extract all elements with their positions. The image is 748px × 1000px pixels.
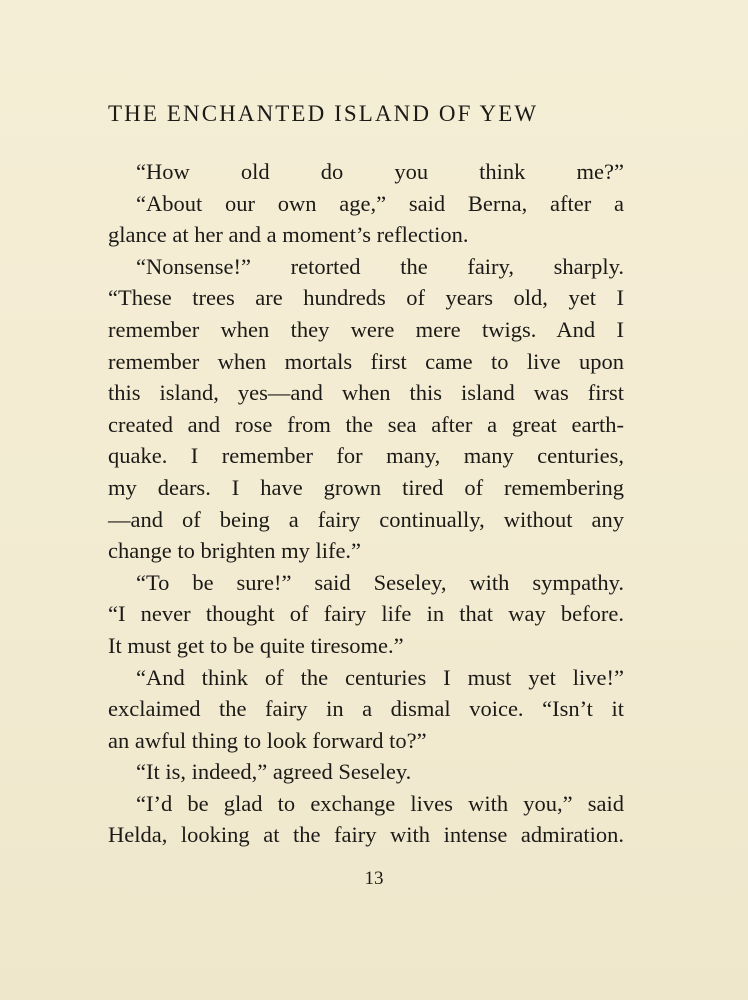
page-number: 13 [364, 868, 384, 889]
text-line: this island, yes—and when this island was first [108, 380, 624, 406]
text-line: glance at her and a moment’s reflection. [108, 222, 469, 248]
running-title: THE ENCHANTED ISLAND OF YEW [108, 101, 539, 126]
text-line: “I never thought of fairy life in that way before. [108, 601, 624, 627]
text-line: my dears. I have grown tired of remembering [108, 474, 624, 500]
text-line: “About our own age,” said Berna, after a [136, 190, 624, 216]
text-line: “It is, indeed,” agreed Seseley. [136, 759, 412, 785]
text-line: change to brighten my life.” [108, 538, 362, 564]
text-line: remember when mortals first came to live upon [108, 348, 624, 374]
body-text [108, 156, 624, 851]
text-line: created and rose from the sea after a great earth- [108, 411, 624, 437]
text-line: exclaimed the fairy in a dismal voice. “Isn’t it [108, 696, 624, 722]
text-line: “I’d be glad to exchange lives with you,” said [136, 790, 624, 816]
text-line: an awful thing to look forward to?” [108, 727, 427, 753]
text-line: quake. I remember for many, many centuries, [108, 443, 624, 469]
text-line: —and of being a fairy continually, without any [108, 506, 624, 532]
text-line: Helda, looking at the fairy with intense admiration. [108, 822, 624, 848]
text-line: It must get to be quite tiresome.” [108, 632, 404, 658]
text-line: “How old do you think me?” [136, 159, 624, 184]
text-line: “Nonsense!” retorted the fairy, sharply. [136, 253, 624, 279]
text-line: “These trees are hundreds of years old, yet I [108, 285, 624, 311]
text-line: “And think of the centuries I must yet live!” [136, 664, 624, 690]
text-line: remember when they were mere twigs. And I [108, 316, 624, 342]
text-line: “To be sure!” said Seseley, with sympathy. [136, 569, 624, 595]
